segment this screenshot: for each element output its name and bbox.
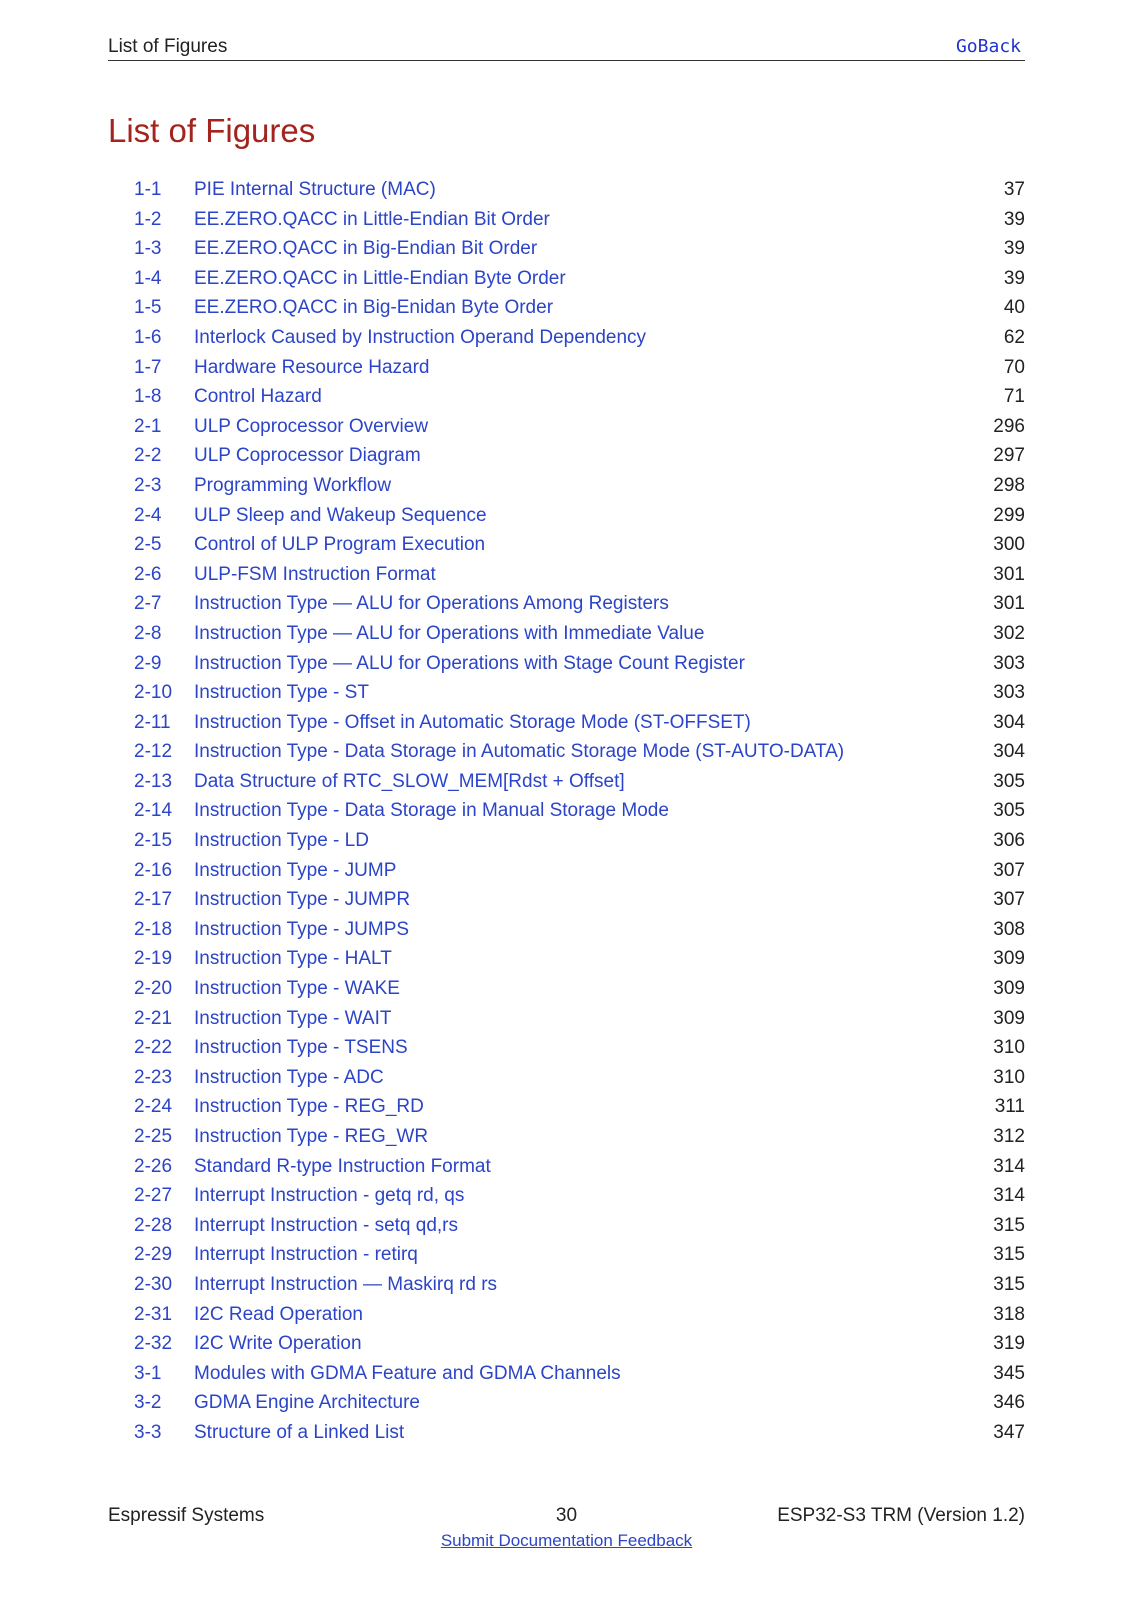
figure-page-number: 347	[993, 1421, 1025, 1443]
figure-entry[interactable]	[134, 767, 1025, 797]
figure-page-number: 314	[993, 1185, 1025, 1207]
figure-caption-link[interactable]: I2C Read Operation	[194, 1303, 363, 1325]
figure-number[interactable]: 1-2	[134, 208, 162, 230]
figure-number[interactable]: 2-31	[134, 1303, 173, 1325]
figure-page-number: 318	[993, 1303, 1025, 1325]
figure-page-number: 315	[993, 1273, 1025, 1295]
figure-number[interactable]: 2-25	[134, 1126, 173, 1147]
figure-number[interactable]: 2-11	[134, 711, 171, 733]
figure-caption-link[interactable]: Interrupt Instruction - retirq	[194, 1244, 418, 1266]
figure-caption-link[interactable]: Instruction Type - ADC	[194, 1066, 384, 1088]
figure-page-number: 305	[993, 770, 1025, 792]
figure-caption-link[interactable]: EE.ZERO.QACC in Little-Endian Bit Order	[194, 208, 550, 230]
figure-number[interactable]: 2-3	[134, 474, 162, 496]
figure-number[interactable]: 2-17	[134, 889, 173, 911]
figure-page-number: 297	[993, 445, 1025, 467]
figure-entry[interactable]	[134, 1359, 1025, 1389]
figure-page-number: 310	[993, 1037, 1025, 1059]
figure-page-number: 39	[1003, 267, 1025, 289]
figure-caption-link[interactable]: Instruction Type - Data Storage in Manual Storage Mode	[194, 800, 669, 822]
figure-caption-link[interactable]: Instruction Type - JUMPS	[194, 918, 410, 940]
figure-page-number: 312	[993, 1126, 1025, 1147]
figure-entry[interactable]	[134, 1240, 1025, 1270]
figure-number[interactable]: 2-20	[134, 978, 173, 1000]
figure-caption-link[interactable]: Instruction Type - LD	[194, 830, 369, 852]
figure-number[interactable]: 3-2	[134, 1392, 162, 1414]
figure-page-number: 309	[993, 978, 1025, 1000]
figure-caption-link[interactable]: EE.ZERO.QACC in Big-Endian Bit Order	[194, 238, 538, 260]
figure-caption-link[interactable]: Control of ULP Program Execution	[194, 534, 486, 556]
figure-number[interactable]: 2-12	[134, 741, 173, 763]
figure-entry[interactable]	[134, 1300, 1025, 1330]
figure-entry[interactable]	[134, 1152, 1025, 1182]
figure-entry[interactable]	[134, 649, 1025, 679]
figure-caption-link[interactable]: Modules with GDMA Feature and GDMA Channels	[194, 1362, 621, 1384]
figure-page-number: 70	[1003, 356, 1025, 378]
figure-number[interactable]: 2-24	[134, 1096, 173, 1118]
figure-number[interactable]: 2-10	[134, 682, 173, 704]
submit-feedback-link[interactable]: Submit Documentation Feedback	[440, 1531, 693, 1550]
figure-entry[interactable]	[134, 1388, 1025, 1418]
figure-number[interactable]: 2-23	[134, 1066, 173, 1088]
figure-number[interactable]: 1-4	[134, 267, 162, 289]
figure-entry[interactable]	[134, 737, 1025, 767]
figure-page-number: 39	[1003, 208, 1025, 230]
figure-number[interactable]: 2-13	[134, 770, 173, 792]
figure-entry[interactable]	[134, 205, 1025, 235]
figure-caption-link[interactable]: ULP Coprocessor Diagram	[194, 445, 421, 467]
figure-page-number: 315	[993, 1244, 1025, 1266]
figure-page-number: 303	[993, 652, 1025, 674]
figure-entry[interactable]	[134, 1004, 1025, 1034]
figure-page-number: 299	[993, 504, 1025, 526]
figure-caption-link[interactable]: Interrupt Instruction - getq rd, qs	[194, 1185, 465, 1207]
figure-number[interactable]: 2-21	[134, 1007, 173, 1029]
figure-caption-link[interactable]: Interrupt Instruction — Maskirq rd rs	[194, 1273, 498, 1295]
figure-caption-link[interactable]: Data Structure of RTC_SLOW_MEM[Rdst + Offset]	[194, 770, 625, 792]
header-title: List of Figures	[108, 36, 228, 57]
page-footer	[108, 1505, 1025, 1565]
figure-entry[interactable]	[134, 560, 1025, 590]
figure-number[interactable]: 2-1	[134, 415, 162, 437]
footer-document-title: ESP32-S3 TRM (Version 1.2)	[777, 1505, 1025, 1526]
figure-entry[interactable]	[134, 441, 1025, 471]
figure-page-number: 303	[993, 682, 1025, 704]
figure-page-number: 307	[993, 859, 1025, 881]
figure-page-number: 306	[993, 830, 1025, 852]
figure-page-number: 309	[993, 948, 1025, 970]
figure-caption-link[interactable]: Instruction Type - REG_WR	[194, 1126, 429, 1147]
figure-entry[interactable]	[134, 974, 1025, 1004]
figure-entry[interactable]	[134, 234, 1025, 264]
figure-entry[interactable]	[134, 1122, 1025, 1152]
figure-entry[interactable]	[134, 619, 1025, 649]
figure-page-number: 40	[1003, 297, 1025, 319]
figure-page-number: 345	[993, 1362, 1025, 1384]
figure-page-number: 311	[994, 1096, 1025, 1118]
footer-page-number: 30	[555, 1505, 578, 1526]
figure-page-number: 296	[993, 415, 1025, 437]
footer-company: Espressif Systems	[108, 1505, 265, 1526]
figure-entry[interactable]	[134, 826, 1025, 856]
figure-page-number: 308	[993, 918, 1025, 940]
figure-caption-link[interactable]: EE.ZERO.QACC in Big-Enidan Byte Order	[194, 297, 554, 319]
figure-number[interactable]: 2-15	[134, 830, 173, 852]
figure-entry[interactable]	[134, 382, 1025, 412]
figure-entry[interactable]	[134, 353, 1025, 383]
figure-entry[interactable]	[134, 1270, 1025, 1300]
figure-caption-link[interactable]: Hardware Resource Hazard	[194, 356, 430, 378]
figure-page-number: 314	[993, 1155, 1025, 1177]
page-title: List of Figures	[108, 112, 316, 149]
figure-page-number: 37	[1003, 179, 1025, 200]
figure-page-number: 301	[993, 593, 1025, 615]
figure-caption-link[interactable]: Instruction Type - Offset in Automatic Storage Mode (ST-OFFSET)	[194, 711, 751, 733]
figure-number[interactable]: 2-29	[134, 1244, 173, 1266]
figure-entry[interactable]	[134, 1181, 1025, 1211]
figure-caption-link[interactable]: Interlock Caused by Instruction Operand Dependency	[194, 326, 647, 348]
figure-entry[interactable]	[134, 1211, 1025, 1241]
figure-page-number: 302	[993, 622, 1025, 644]
figure-number[interactable]: 2-28	[134, 1214, 173, 1236]
figure-number[interactable]: 2-30	[134, 1273, 173, 1295]
figure-number[interactable]: 2-19	[134, 948, 173, 970]
figure-page-number: 346	[993, 1392, 1025, 1414]
figure-page-number: 319	[993, 1333, 1025, 1355]
figure-entry[interactable]	[134, 915, 1025, 945]
figure-caption-link[interactable]: Instruction Type - WAKE	[194, 978, 400, 1000]
figure-number[interactable]: 2-14	[134, 800, 173, 822]
figure-entry[interactable]	[134, 471, 1025, 501]
figure-number[interactable]: 2-7	[134, 593, 162, 615]
figure-caption-link[interactable]: PIE Internal Structure (MAC)	[194, 179, 436, 200]
figure-page-number: 309	[993, 1007, 1025, 1029]
figure-number[interactable]: 2-4	[134, 504, 162, 526]
figure-entry[interactable]	[134, 264, 1025, 294]
figure-entry[interactable]	[134, 1092, 1025, 1122]
figure-page-number: 305	[993, 800, 1025, 822]
figure-caption-link[interactable]: Structure of a Linked List	[194, 1421, 405, 1443]
figure-caption-link[interactable]: Instruction Type — ALU for Operations Among Registers	[194, 593, 669, 615]
figure-entry[interactable]	[134, 323, 1025, 353]
figure-caption-link[interactable]: I2C Write Operation	[194, 1333, 362, 1355]
figure-caption-link[interactable]: Instruction Type - JUMP	[194, 859, 397, 881]
figure-number[interactable]: 1-3	[134, 238, 162, 260]
figure-page-number: 304	[993, 711, 1025, 733]
list-of-figures	[134, 175, 1025, 1448]
figure-caption-link[interactable]: Programming Workflow	[194, 474, 392, 496]
figure-number[interactable]: 2-18	[134, 918, 173, 940]
figure-caption-link[interactable]: ULP Coprocessor Overview	[194, 415, 429, 437]
figure-number[interactable]: 1-7	[134, 356, 162, 378]
figure-entry[interactable]	[134, 412, 1025, 442]
figure-entry[interactable]	[134, 885, 1025, 915]
figure-entry[interactable]	[134, 1329, 1025, 1359]
figure-entry[interactable]	[134, 856, 1025, 886]
figure-number[interactable]: 2-27	[134, 1185, 173, 1207]
figure-entry[interactable]	[134, 1063, 1025, 1093]
figure-entry[interactable]	[134, 293, 1025, 323]
figure-caption-link[interactable]: Instruction Type — ALU for Operations with Stage Count Register	[194, 652, 745, 674]
figure-page-number: 315	[993, 1214, 1025, 1236]
figure-entry[interactable]	[134, 501, 1025, 531]
figure-number[interactable]: 2-5	[134, 534, 162, 556]
figure-caption-link[interactable]: Instruction Type - REG_RD	[194, 1096, 424, 1118]
figure-caption-link[interactable]: Instruction Type - HALT	[194, 948, 392, 970]
figure-number[interactable]: 2-26	[134, 1155, 173, 1177]
figure-page-number: 71	[1003, 386, 1025, 408]
figure-number[interactable]: 2-6	[134, 563, 162, 585]
figure-number[interactable]: 2-2	[134, 445, 162, 467]
figure-entry[interactable]	[134, 1418, 1025, 1448]
figure-number[interactable]: 3-3	[134, 1421, 162, 1443]
figure-entry[interactable]	[134, 1033, 1025, 1063]
figure-page-number: 307	[993, 889, 1025, 911]
figure-caption-link[interactable]: EE.ZERO.QACC in Little-Endian Byte Order	[194, 267, 566, 289]
figure-page-number: 310	[993, 1066, 1025, 1088]
figure-entry[interactable]	[134, 678, 1025, 708]
figure-caption-link[interactable]: ULP Sleep and Wakeup Sequence	[194, 504, 487, 526]
figure-entry[interactable]	[134, 175, 1025, 205]
figure-number[interactable]: 1-5	[134, 297, 162, 319]
figure-page-number: 304	[993, 741, 1025, 763]
figure-entry[interactable]	[134, 530, 1025, 560]
figure-caption-link[interactable]: Instruction Type - TSENS	[194, 1037, 408, 1059]
figure-entry[interactable]	[134, 708, 1025, 738]
figure-caption-link[interactable]: Standard R-type Instruction Format	[194, 1155, 491, 1177]
figure-number[interactable]: 2-8	[134, 622, 162, 644]
figure-number[interactable]: 2-32	[134, 1333, 173, 1355]
figure-page-number: 298	[993, 474, 1025, 496]
figure-caption-link[interactable]: GDMA Engine Architecture	[194, 1392, 420, 1414]
figure-entry[interactable]	[134, 589, 1025, 619]
figure-caption-link[interactable]: Instruction Type - Data Storage in Automatic Storage Mode (ST-AUTO-DATA)	[194, 741, 845, 763]
figure-caption-link[interactable]: Interrupt Instruction - setq qd,rs	[194, 1214, 459, 1236]
footer-feedback	[108, 1531, 1025, 1551]
figure-number[interactable]: 2-22	[134, 1037, 173, 1059]
figure-page-number: 39	[1003, 238, 1025, 260]
figure-number[interactable]: 3-1	[134, 1362, 162, 1384]
figure-number[interactable]: 1-6	[134, 326, 162, 348]
figure-caption-link[interactable]: Control Hazard	[194, 386, 322, 408]
goback-link[interactable]: GoBack	[955, 36, 1021, 57]
figure-number[interactable]: 2-9	[134, 652, 162, 674]
figure-page-number: 62	[1003, 326, 1025, 348]
page-header	[108, 34, 1025, 61]
figure-caption-link[interactable]: Instruction Type - ST	[194, 682, 369, 704]
figure-number[interactable]: 2-16	[134, 859, 173, 881]
figure-caption-link[interactable]: ULP-FSM Instruction Format	[194, 563, 436, 585]
figure-caption-link[interactable]: Instruction Type - JUMPR	[194, 889, 411, 911]
figure-caption-link[interactable]: Instruction Type — ALU for Operations with Immediate Value	[194, 622, 705, 644]
figure-number[interactable]: 1-8	[134, 386, 162, 408]
figure-entry[interactable]	[134, 944, 1025, 974]
figure-number[interactable]: 1-1	[134, 179, 162, 200]
figure-page-number: 300	[993, 534, 1025, 556]
figure-entry[interactable]	[134, 796, 1025, 826]
figure-caption-link[interactable]: Instruction Type - WAIT	[194, 1007, 392, 1029]
figure-page-number: 301	[993, 563, 1025, 585]
